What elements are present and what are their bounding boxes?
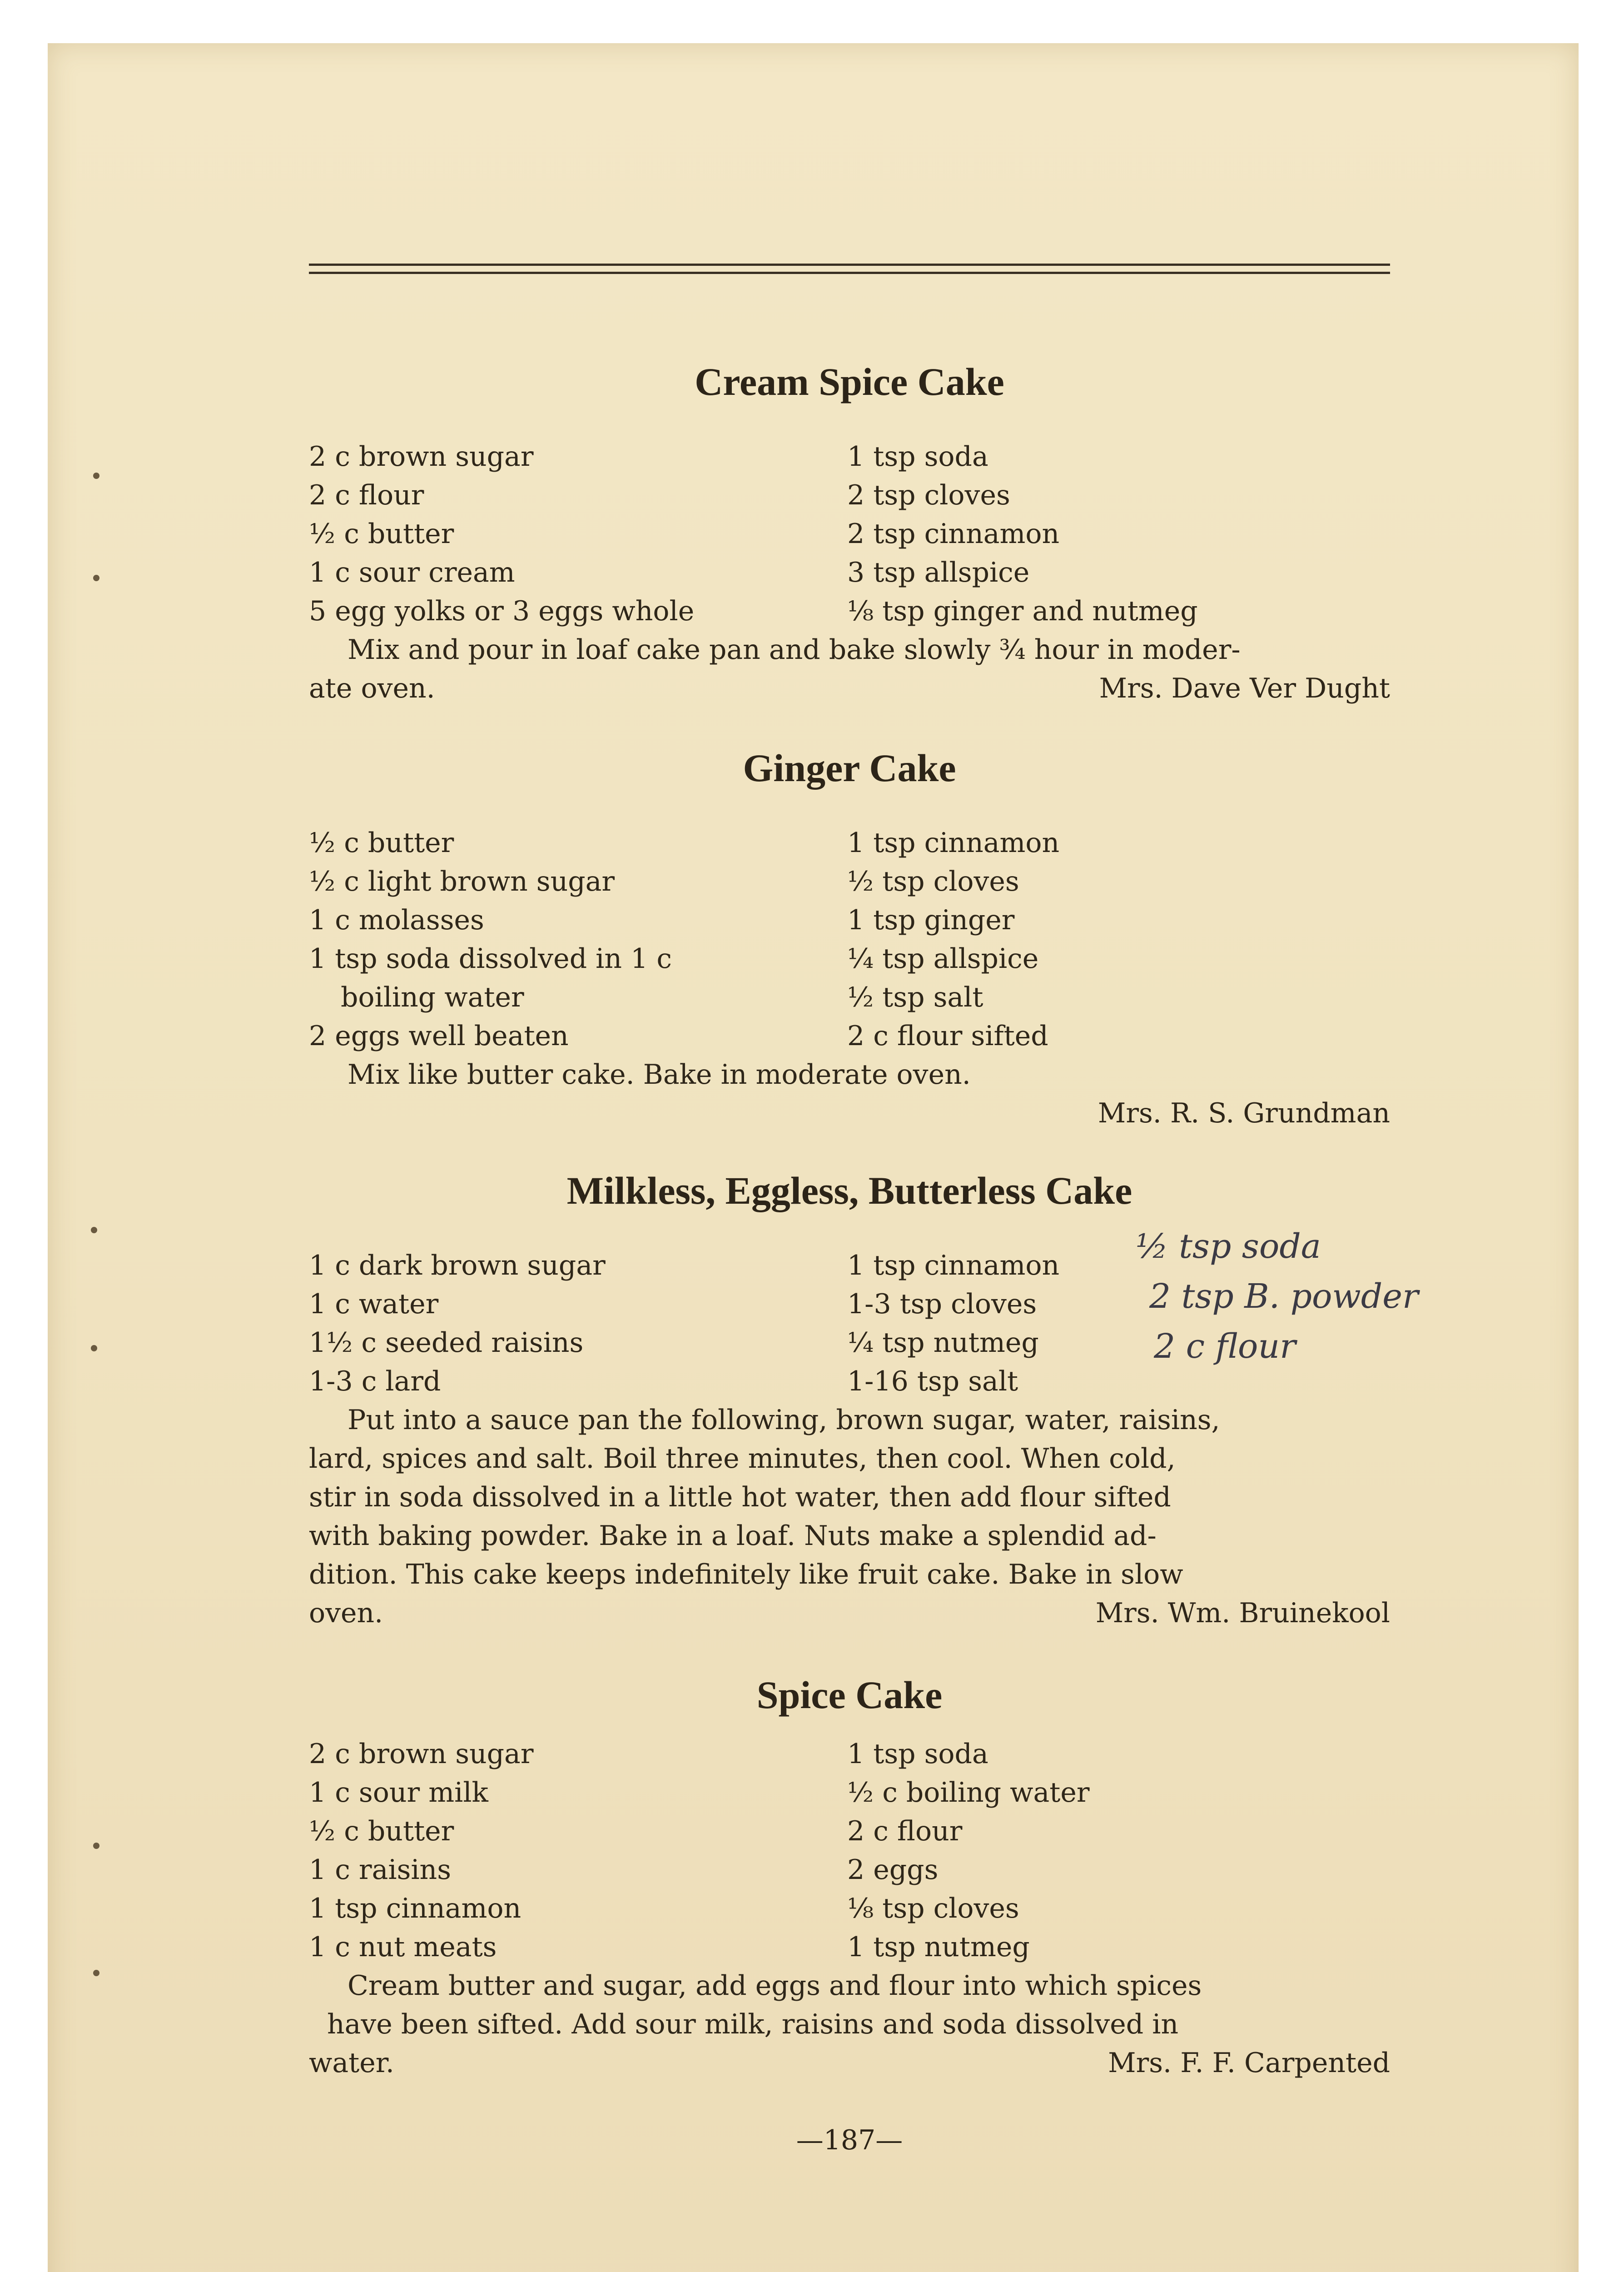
ingredient: 1-3 c lard [309,1365,441,1397]
directions-line: Mix like butter cake. Bake in moderate oven. [348,1059,971,1091]
directions-line: Mix and pour in loaf cake pan and bake slowly ¾ hour in moder- [348,634,1241,666]
ingredient: 1 c molasses [309,904,484,936]
directions-line: with baking powder. Bake in a loaf. Nuts make a splendid ad- [309,1520,1157,1552]
recipe-title: Spice Cake [756,1673,943,1717]
ingredient: ½ c butter [309,827,454,859]
recipe-title: Milkless, Eggless, Butterless Cake [566,1169,1132,1212]
ingredient: boiling water [341,982,524,1013]
ingredient: 2 eggs well beaten [309,1020,569,1052]
page-number: —187— [796,2124,903,2156]
ingredient: 5 egg yolks or 3 eggs whole [309,595,695,627]
ingredient: 2 c brown sugar [309,441,534,473]
ingredient: 1 tsp cinnamon [847,1250,1060,1281]
ingredient: ¼ tsp allspice [847,943,1039,975]
ingredient: 2 c flour sifted [847,1020,1048,1052]
binding-hole [91,1227,97,1233]
ingredient: 1 c nut meats [309,1931,497,1963]
ingredient: 1-3 tsp cloves [847,1288,1037,1320]
ingredient: 2 tsp cloves [847,479,1010,511]
directions-line: dition. This cake keeps indefinitely like fruit cake. Bake in slow [309,1559,1183,1590]
ingredient: 2 c flour [847,1815,963,1847]
ingredient: 2 tsp cinnamon [847,518,1060,550]
directions-line: water. [309,2047,394,2079]
ingredient: ½ c butter [309,1815,454,1847]
directions-line: Cream butter and sugar, add eggs and flour into which spices [348,1970,1202,2002]
ingredient: 2 eggs [847,1854,939,1886]
top-rule [309,264,1390,266]
recipe-author: Mrs. F. F. Carpented [1108,2047,1390,2079]
ingredient: ½ tsp cloves [847,866,1019,897]
directions-line: Put into a sauce pan the following, brown sugar, water, raisins, [348,1404,1220,1436]
ingredient: 1 tsp soda [847,1738,988,1770]
ingredient: 1 tsp soda [847,441,988,473]
ingredient: ½ c boiling water [847,1777,1090,1809]
ingredient: 1 c water [309,1288,439,1320]
ingredient: ½ tsp salt [847,982,983,1013]
directions-line: ate oven. [309,673,435,704]
directions-line: stir in soda dissolved in a little hot water, then add flour sifted [309,1481,1171,1513]
recipe-title: Ginger Cake [743,746,956,790]
recipe-author: Mrs. R. S. Grundman [1098,1097,1390,1129]
ingredient: 1 c raisins [309,1854,451,1886]
handwritten-note: 2 tsp B. powder [1149,1277,1419,1316]
recipe-title: Cream Spice Cake [695,360,1004,404]
ingredient: 1 tsp nutmeg [847,1931,1030,1963]
ingredient: 1 c sour cream [309,557,515,588]
recipe-author: Mrs. Dave Ver Dught [1099,673,1390,704]
ingredient: 3 tsp allspice [847,557,1030,588]
binding-hole [91,1345,97,1351]
binding-hole [93,575,99,581]
recipe-author: Mrs. Wm. Bruinekool [1095,1597,1390,1629]
ingredient: 1 tsp cinnamon [847,827,1060,859]
handwritten-note: 2 c flour [1154,1327,1296,1366]
directions-line: oven. [309,1597,383,1629]
ingredient: ⅛ tsp cloves [847,1893,1019,1924]
ingredient: 2 c brown sugar [309,1738,534,1770]
ingredient: 1 c sour milk [309,1777,488,1809]
binding-hole [93,1970,99,1976]
ingredient: 1 tsp cinnamon [309,1893,521,1924]
ingredient: ¼ tsp nutmeg [847,1327,1039,1359]
directions-line: have been sifted. Add sour milk, raisins and soda dissolved in [327,2008,1179,2040]
binding-hole [93,1843,99,1849]
ingredient: ½ c butter [309,518,454,550]
ingredient: ⅛ tsp ginger and nutmeg [847,595,1198,627]
ingredient: 1½ c seeded raisins [309,1327,584,1359]
ingredient: 2 c flour [309,479,424,511]
ingredient: 1 tsp soda dissolved in 1 c [309,943,672,975]
binding-hole [93,473,99,479]
handwritten-note: ½ tsp soda [1136,1227,1321,1266]
directions-line: lard, spices and salt. Boil three minutes, then cool. When cold, [309,1443,1176,1475]
ingredient: 1 c dark brown sugar [309,1250,606,1281]
ingredient: 1-16 tsp salt [847,1365,1018,1397]
ingredient: 1 tsp ginger [847,904,1015,936]
ingredient: ½ c light brown sugar [309,866,615,897]
top-rule-second [309,272,1390,274]
